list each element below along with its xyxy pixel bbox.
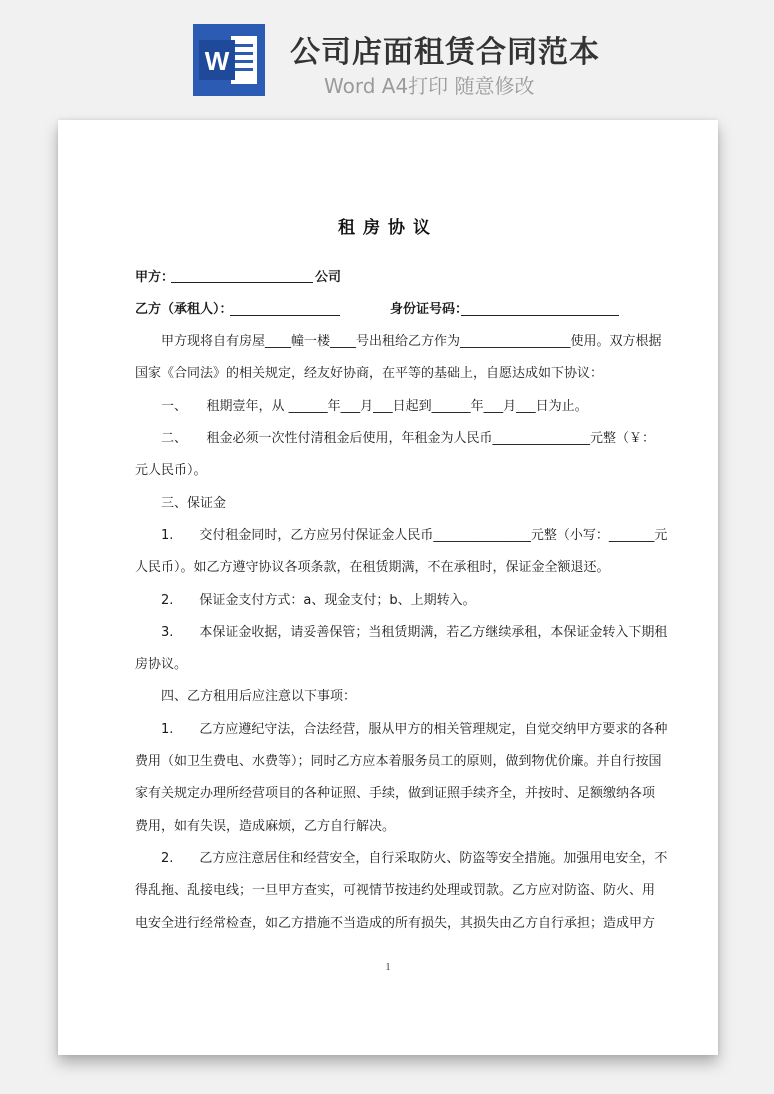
party-b-label: 乙方（承租人）： [135, 302, 233, 317]
body-line: 费用，如有失误，造成麻烦，乙方自行解决。 [135, 819, 396, 834]
watermark [91, 450, 111, 474]
body-line: 得乱拖、乱接电线；一旦甲方查实，可视情节按违约处理或罚款。乙方应对防盗、防火、用 [135, 883, 656, 898]
party-a-blank [171, 282, 313, 283]
body-line: 3. 本保证金收据，请妥善保管；当租赁期满，若乙方继续承租，本保证金转入下期租 [135, 625, 668, 640]
party-a-line [135, 270, 174, 286]
body-line: 费用（如卫生费电、水费等）；同时乙方应本着服务员工的原则，做到物优价廉。并自行按国 [135, 754, 662, 769]
svg-text:W: W [204, 46, 230, 76]
body-line: 1. 交付租金同时，乙方应另付保证金人民币_______________元整（小写：_______元 [135, 528, 668, 543]
body-line: 电安全进行经常检查，如乙方措施不当造成的所有损失，其损失由乙方自行承担；造成甲方 [135, 916, 656, 931]
document-title: 租房协议 [338, 218, 438, 238]
body-line: 国家《合同法》的相关规定，经友好协商，在平等的基础上，自愿达成如下协议： [135, 366, 604, 381]
section-heading: 四、乙方租用后应注意以下事项： [135, 689, 357, 704]
body-line: 房协议。 [135, 657, 188, 672]
word-icon [193, 24, 265, 96]
body-line: 2. 乙方应注意居住和经营安全，自行采取防火、防盗等安全措施。加强用电安全，不 [135, 851, 668, 866]
party-a-label: 甲方： [135, 270, 175, 285]
body-line: 2. 保证金支付方式：a、现金支付；b、上期转入。 [135, 593, 476, 608]
page-number: 1 [385, 962, 391, 973]
body-line: 人民币）。如乙方遵守协议各项条款，在租赁期满，不在承租时，保证金全额退还。 [135, 560, 610, 575]
body-line: 二、 租金必须一次性付清租金后使用，年租金为人民币_______________元整（￥： [135, 431, 656, 446]
id-number-label: 身份证号码： [390, 302, 469, 317]
party-b-blank [230, 315, 340, 316]
body-line: 一、 租期壹年，从 ______年___月___日起到______年___月___日为止。 [135, 399, 588, 414]
banner-title: 公司店面租赁合同范本 [290, 35, 600, 70]
body-line: 甲方现将自有房屋____幢一楼____号出租给乙方作为_________________使用。双方根据 [135, 334, 662, 349]
document-page [58, 120, 718, 1055]
body-line: 家有关规定办理所经营项目的各种证照、手续，做到证照手续齐全，并按时、足额缴纳各项 [135, 786, 656, 801]
section-heading: 三、保证金 [135, 496, 227, 511]
body-line: 元人民币）。 [135, 463, 207, 478]
id-number-blank [461, 315, 619, 316]
body-line: 1. 乙方应遵纪守法，合法经营，服从甲方的相关管理规定，自觉交纳甲方要求的各种 [135, 722, 668, 737]
banner-subtitle: Word A4打印 随意修改 [324, 74, 535, 98]
party-a-suffix: 公司 [315, 270, 342, 285]
banner [0, 0, 774, 118]
